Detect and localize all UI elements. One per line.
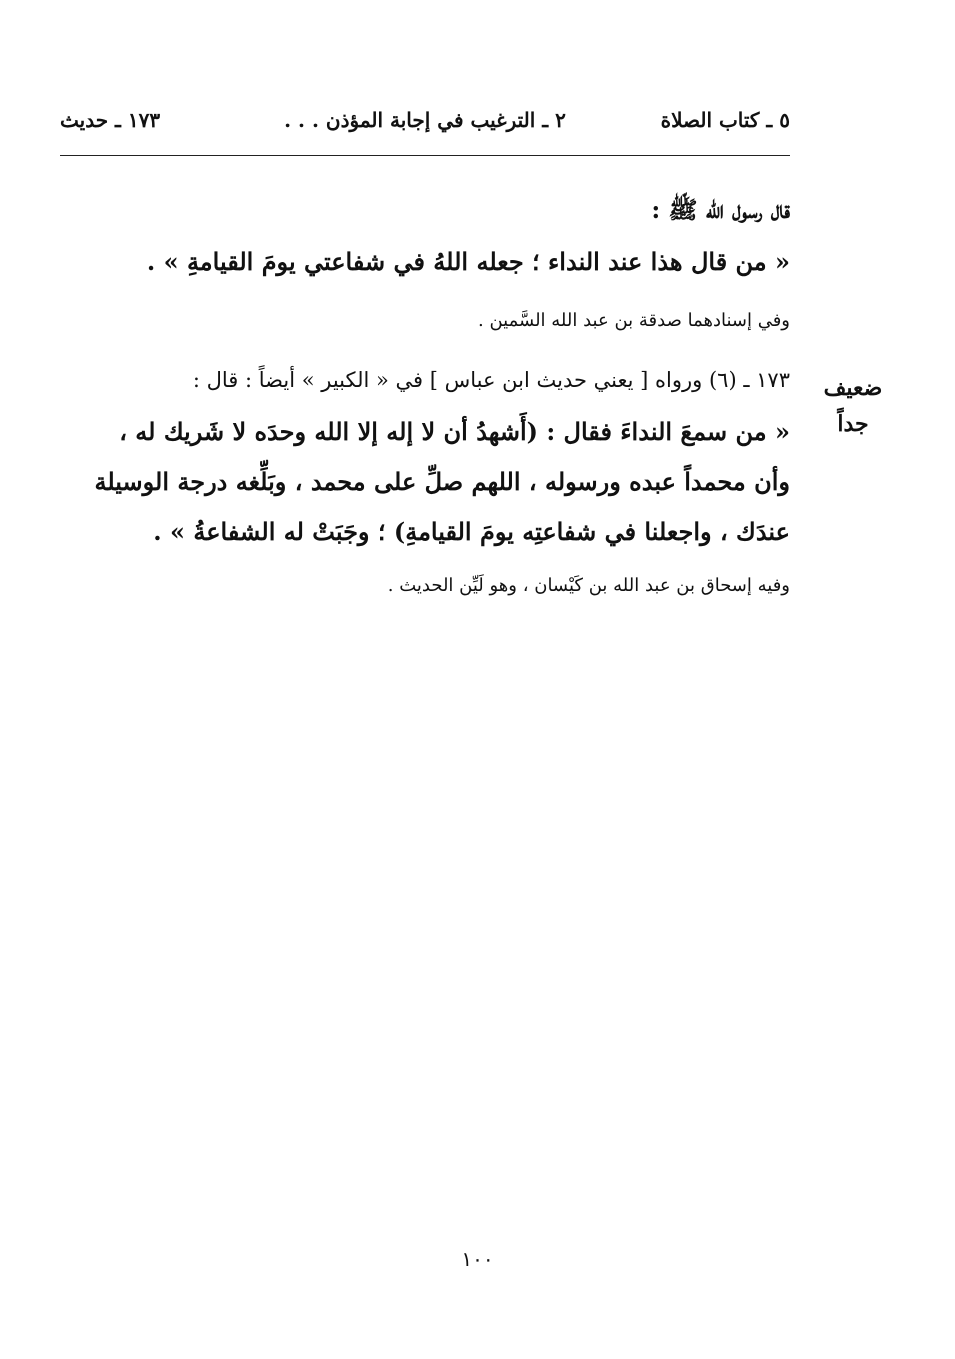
text-line-2: « من قال هذا عند النداء ؛ جعله اللهُ في شفاعتي يومَ القيامةِ » . [146, 247, 790, 276]
grading-word-1: ضعيف [823, 375, 883, 401]
running-header [60, 108, 790, 142]
header-hadith-number: ١٧٣ ـ حديث [60, 108, 161, 132]
text-line-6: وأن محمداً عبده ورسوله ، اللهم صلِّ على محمد ، وبَلِّغه درجة الوسيلة [94, 467, 790, 496]
header-divider [60, 155, 790, 156]
main-text [55, 195, 790, 615]
text-line-5: « من سمعَ النداءَ فقال : (أَشهدُ أن لا إله إلا الله وحدَه لا شَريك له ، [119, 417, 790, 446]
text-line-4: ١٧٣ ـ (٦) ورواه [ يعني حديث ابن عباس ] في « الكبير » أيضاً : قال : [192, 368, 790, 392]
text-line-3: وفي إسنادهما صدقة بن عبد الله السَّمين . [478, 310, 790, 331]
text-line-8: وفيه إسحاق بن عبد الله بن كَيْسان ، وهو لَيِّن الحديث . [387, 575, 790, 596]
text-line-7: عندَك ، واجعلنا في شفاعتِه يومَ القيامةِ) ؛ وجَبَتْ له الشفاعةُ » . [153, 517, 790, 546]
text-line-1: قال رسول الله ﷺ : [651, 195, 790, 224]
page-number: ١٠٠ [461, 1247, 494, 1271]
grading-word-2: جداً [837, 411, 869, 437]
header-section-title: ٢ ـ الترغيب في إجابة المؤذن . . . [284, 108, 566, 132]
header-book-chapter: ٥ ـ كتاب الصلاة [660, 108, 790, 132]
grading-margin-note [813, 370, 893, 442]
